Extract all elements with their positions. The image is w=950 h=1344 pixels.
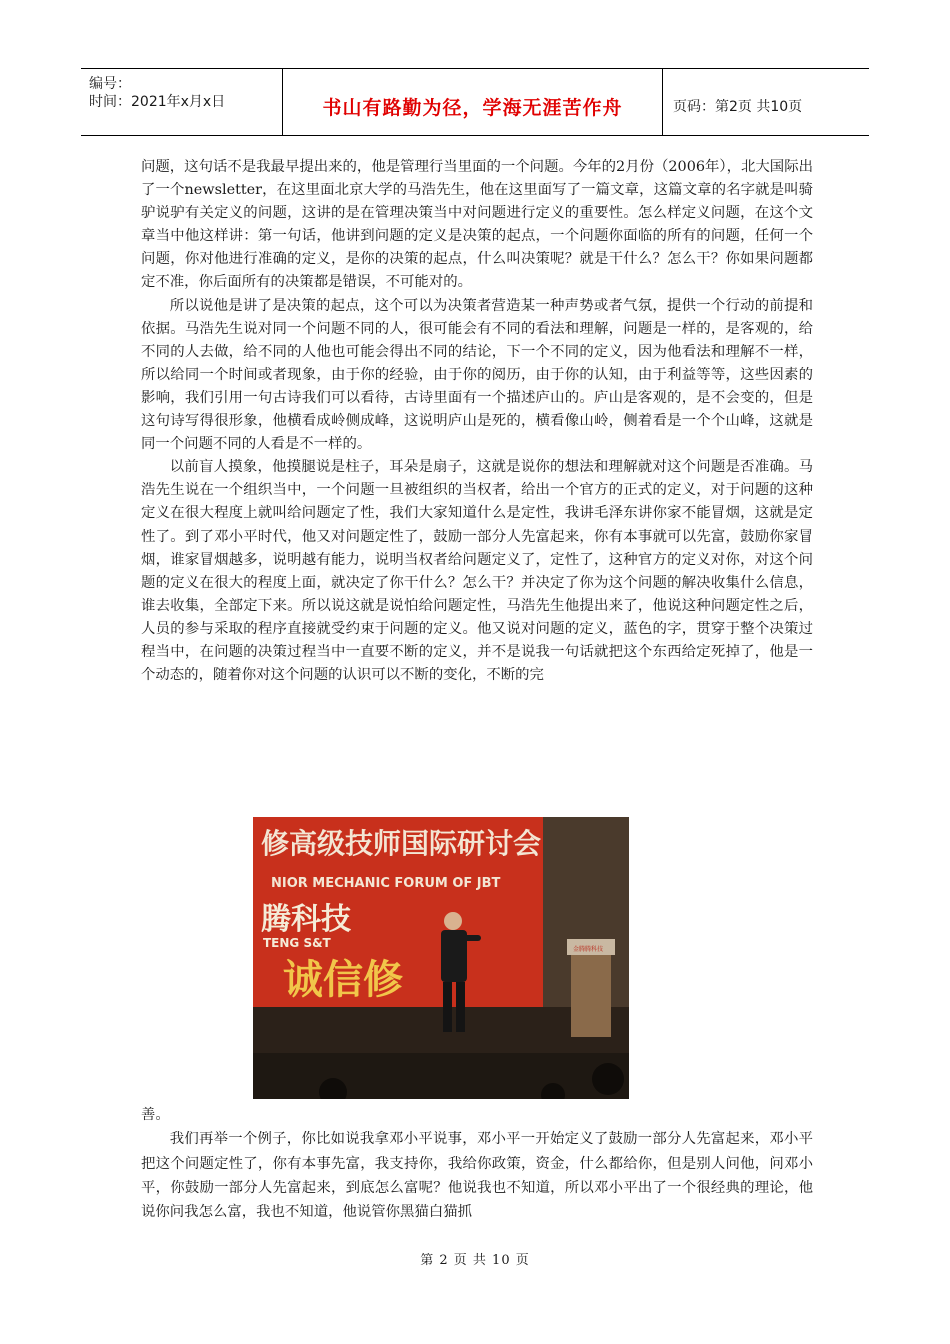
- page-footer: 第 2 页 共 10 页: [420, 1253, 530, 1268]
- podium-label: 金腾腾科技: [573, 946, 604, 953]
- banner-line-2: NIOR MECHANIC FORUM OF JBT: [271, 876, 501, 891]
- body-text-top: [141, 156, 813, 687]
- document-number-label: 编号：: [89, 76, 131, 92]
- body-text-bottom: [141, 1103, 813, 1224]
- header-motto-cell: [283, 69, 663, 135]
- paragraph-2: 所以说他是讲了是决策的起点，这个可以为决策者营造某一种声势或者气氛，提供一个行动的前提和依据。马浩先生说对同一个问题不同的人，很可能会有不同的看法和理解，问题是一样的，是客观的，给不同的人去做，给不同的人他也可能会得出不同的结论，下一个不同的定义，因为他看法和理解不一样，所以给同一个时间或者现象，由于你的经验，由于你的阅历，由于你的认知，由于利益等等，这些因素的影响，我们引用一句古诗我们可以看待，古诗里面有一个描述庐山的。庐山是客观的，是不会变的，但是这句诗写得很形象，他横看成岭侧成峰，这说明庐山是死的，横看像山岭，侧着看是一个个山峰，这就是同一个问题不同的人看是不一样的。: [141, 297, 813, 453]
- page-header: [81, 68, 869, 136]
- paragraph-3: 以前盲人摸象，他摸腿说是柱子，耳朵是扇子，这就是说你的想法和理解就对这个问题是否准确。马浩先生说在一个组织当中，一个问题一旦被组织的当权者，给出一个官方的正式的定义，对于问题的这种定义在很大程度上就叫给问题定了性，我们大家知道什么是定性，我讲毛泽东讲你家不能冒烟，这就是定性了。到了邓小平时代，他又对问题定性了，鼓励一部分人先富起来，你有本事就可以先富，鼓励你家冒烟，谁家冒烟越多，说明越有能力，说明当权者给问题定义了，定性了，这种官方的定义对你，对这个问题的定义在很大的程度上面，就决定了你干什么？怎么干？并决定了你为这个问题的解决收集什么信息，谁去收集，全部定下来。所以说这就是说怕给问题定性，马浩先生他提出来了，他说这种问题定性之后，人员的参与采取的程序直接就受约束于问题的定义。他又说对问题的定义，蓝色的字，贯穿于整个决策过程当中，在问题的决策过程当中一直要不断的定义，并不是说我一句话就把这个东西给定死掉了，他是一个动态的，随着你对这个问题的认识可以不断的变化，不断的完: [141, 459, 813, 684]
- header-right-cell: [663, 69, 869, 135]
- header-page-label: 页码：第2页 共10页: [673, 99, 803, 115]
- podium: [567, 939, 615, 1037]
- header-left-cell: [81, 69, 283, 135]
- banner-line-1: 修高级技师国际研讨会: [261, 827, 542, 860]
- paragraph-1: 问题，这句话不是我最早提出来的，他是管理行当里面的一个问题。今年的2月份（2006年），北大国际出了一个newsletter，在这里面北京大学的马浩先生，他在这里面写了一篇文章，这篇文章的名字就是叫骑驴说驴有关定义的问题，这讲的是在管理决策当中对问题进行定义的重要性。怎么样定义问题，在这个文章当中他这样讲：第一句话，他讲到问题的定义是决策的起点，一个问题你面临的所有的问题，任何一个问题，你对他进行准确的定义，是你的决策的起点，什么叫决策呢？就是干什么？怎么干？你如果问题都定不准，你后面所有的决策都是错误，不可能对的。: [141, 159, 813, 291]
- document-date-label: 时间：2021年x月x日: [89, 94, 226, 110]
- banner-line-3: 腾科技: [261, 902, 351, 937]
- banner-line-4: TENG S&T: [263, 936, 331, 950]
- conference-photo: [253, 817, 629, 1099]
- paragraph-3-end: 善。: [141, 1107, 170, 1123]
- paragraph-4: 我们再举一个例子，你比如说我拿邓小平说事，邓小平一开始定义了鼓励一部分人先富起来，邓小平把这个问题定性了，你有本事先富，我支持你，我给你政策，资金，什么都给你，但是别人问他，问邓小平，你鼓励一部分人先富起来，到底怎么富呢？他说我也不知道，所以邓小平出了一个很经典的理论，他说你问我怎么富，我也不知道，他说管你黑猫白猫抓: [141, 1131, 813, 1221]
- banner-line-5: 诚信修: [283, 957, 403, 1003]
- header-motto: 书山有路勤为径，学海无涯苦作舟: [322, 97, 623, 119]
